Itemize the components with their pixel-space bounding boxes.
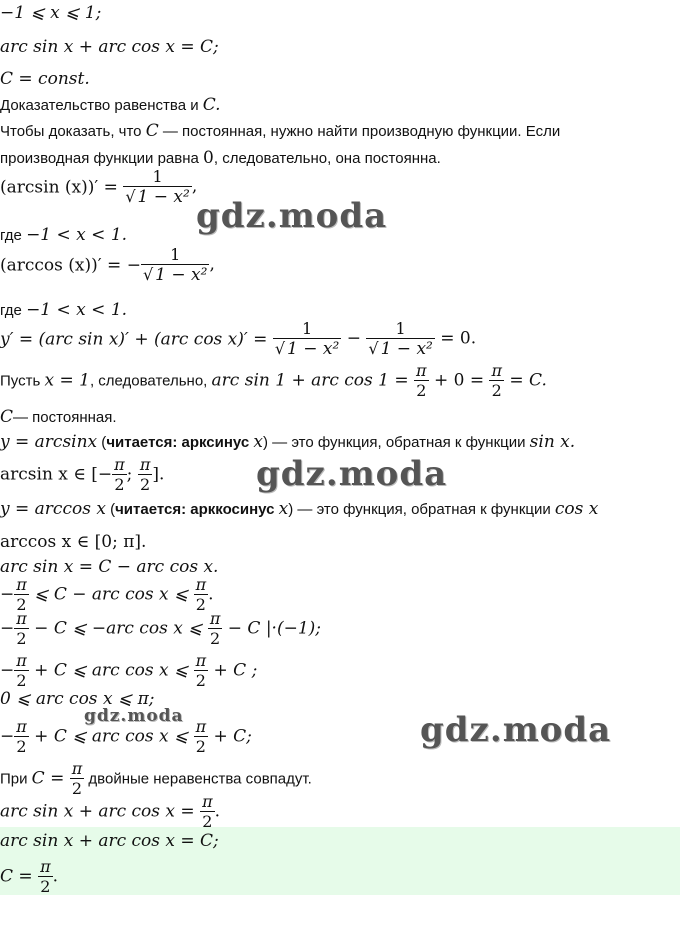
line-answer-constant: C = $\frac{\pi}{2}$ .: [0, 857, 58, 896]
fraction: $\frac{\pi}{2}$: [195, 651, 207, 690]
watermark-logo: gdz.moda: [196, 196, 388, 236]
fraction: $\frac{\pi}{2}$: [195, 717, 207, 756]
line-arccos-definition: y = arccos x (читается: арккосинус x) — это функция, обратная к функции cos x: [0, 499, 599, 519]
fraction: $\frac{1}{\text{√ 1 − x²}}$: [274, 319, 340, 359]
line-arcsin-derivative: (arcsin (x))′ = $\frac{1}{\text{√ 1 − x²}}$ ,: [0, 167, 198, 207]
watermark-logo: gdz.moda: [256, 454, 448, 494]
line-arccos-range: arccos x ∈ [0; π].: [0, 532, 147, 552]
line-explanation-1: Чтобы доказать, что C — постоянная, нужно найти производную функции. Если: [0, 121, 561, 141]
line-proof-heading: Доказательство равенства и C.: [0, 95, 221, 115]
fraction: $\frac{\pi}{2}$: [16, 717, 27, 756]
fraction: $\frac{\pi}{2}$: [16, 609, 27, 648]
line-inequality-1: − $\frac{\pi}{2}$ ⩽ C − arc cos x ⩽ $\frac{\pi}{2}$ .: [0, 575, 214, 614]
line-where-2: где −1 < x < 1.: [0, 300, 128, 320]
line-arccos-bounds: 0 ⩽ arc cos x ⩽ π;: [0, 689, 155, 709]
line-inequality-2: − $\frac{\pi}{2}$ − C ⩽ −arc cos x ⩽ $\frac{\pi}{2}$ − C |·(−1);: [0, 609, 322, 648]
fraction: $\frac{\pi}{2}$: [209, 609, 221, 648]
line-range: −1 ⩽ x ⩽ 1;: [0, 3, 102, 23]
line-constant-note: C— постоянная.: [0, 407, 117, 427]
line-explanation-2: производная функции равна 0, следовательно, она постоянна.: [0, 148, 441, 168]
watermark-logo: gdz.moda: [420, 710, 612, 750]
fraction: $\frac{\pi}{2}$: [416, 361, 427, 400]
fraction: $\frac{\pi}{2}$: [195, 575, 207, 614]
fraction: $\frac{\pi}{2}$: [491, 361, 502, 400]
fraction: $\frac{\pi}{2}$: [71, 759, 83, 798]
fraction: $\frac{\pi}{2}$: [139, 455, 151, 494]
line-arcsin-range: arcsin x ∈ [− $\frac{\pi}{2}$ ; $\frac{\pi}{2}$ ].: [0, 455, 165, 494]
line-substitution: Пусть x = 1, следовательно, arc sin 1 + arc cos 1 = $\frac{\pi}{2}$ + 0 = $\frac{\pi}{2}$ = C.: [0, 361, 547, 400]
fraction: $\frac{\pi}{2}$: [16, 651, 27, 690]
line-answer-identity: arc sin x + arc cos x = C;: [0, 831, 219, 851]
line-const: C = const.: [0, 69, 90, 89]
fraction: $\frac{1}{\text{√ 1 − x²}}$: [125, 167, 190, 207]
line-inequality-4: − $\frac{\pi}{2}$ + C ⩽ arc cos x ⩽ $\frac{\pi}{2}$ + C;: [0, 717, 252, 756]
fraction: $\frac{\pi}{2}$: [114, 455, 125, 494]
fraction: $\frac{\pi}{2}$: [40, 857, 51, 896]
line-result: arc sin x + arc cos x = $\frac{\pi}{2}$ .: [0, 792, 220, 831]
line-where-1: где −1 < x < 1.: [0, 225, 128, 245]
fraction: $\frac{1}{\text{√ 1 − x²}}$: [142, 245, 208, 285]
fraction: $\frac{\pi}{2}$: [202, 792, 213, 831]
line-conclusion: При C = $\frac{\pi}{2}$ двойные неравенства совпадут.: [0, 759, 312, 798]
line-identity: arc sin x + arc cos x = C;: [0, 37, 219, 57]
line-express-arcsin: arc sin x = C − arc cos x.: [0, 557, 219, 577]
line-arcsin-definition: y = arcsinx (читается: арксинус x) — это функция, обратная к функции sin x.: [0, 432, 576, 452]
line-arccos-derivative: (arccos (x))′ = − $\frac{1}{\text{√ 1 − x²}}$ ,: [0, 245, 215, 285]
line-derivative-sum: y′ = (arc sin x)′ + (arc cos x)′ = $\frac{1}{\text{√ 1 − x²}}$ − $\frac{1}{\text{√ 1 − x²}}$ = 0.: [0, 319, 477, 359]
line-inequality-3: − $\frac{\pi}{2}$ + C ⩽ arc cos x ⩽ $\frac{\pi}{2}$ + C ;: [0, 651, 258, 690]
fraction: $\frac{1}{\text{√ 1 − x²}}$: [368, 319, 433, 359]
watermark-logo: gdz.moda: [84, 706, 184, 726]
fraction: $\frac{\pi}{2}$: [16, 575, 27, 614]
